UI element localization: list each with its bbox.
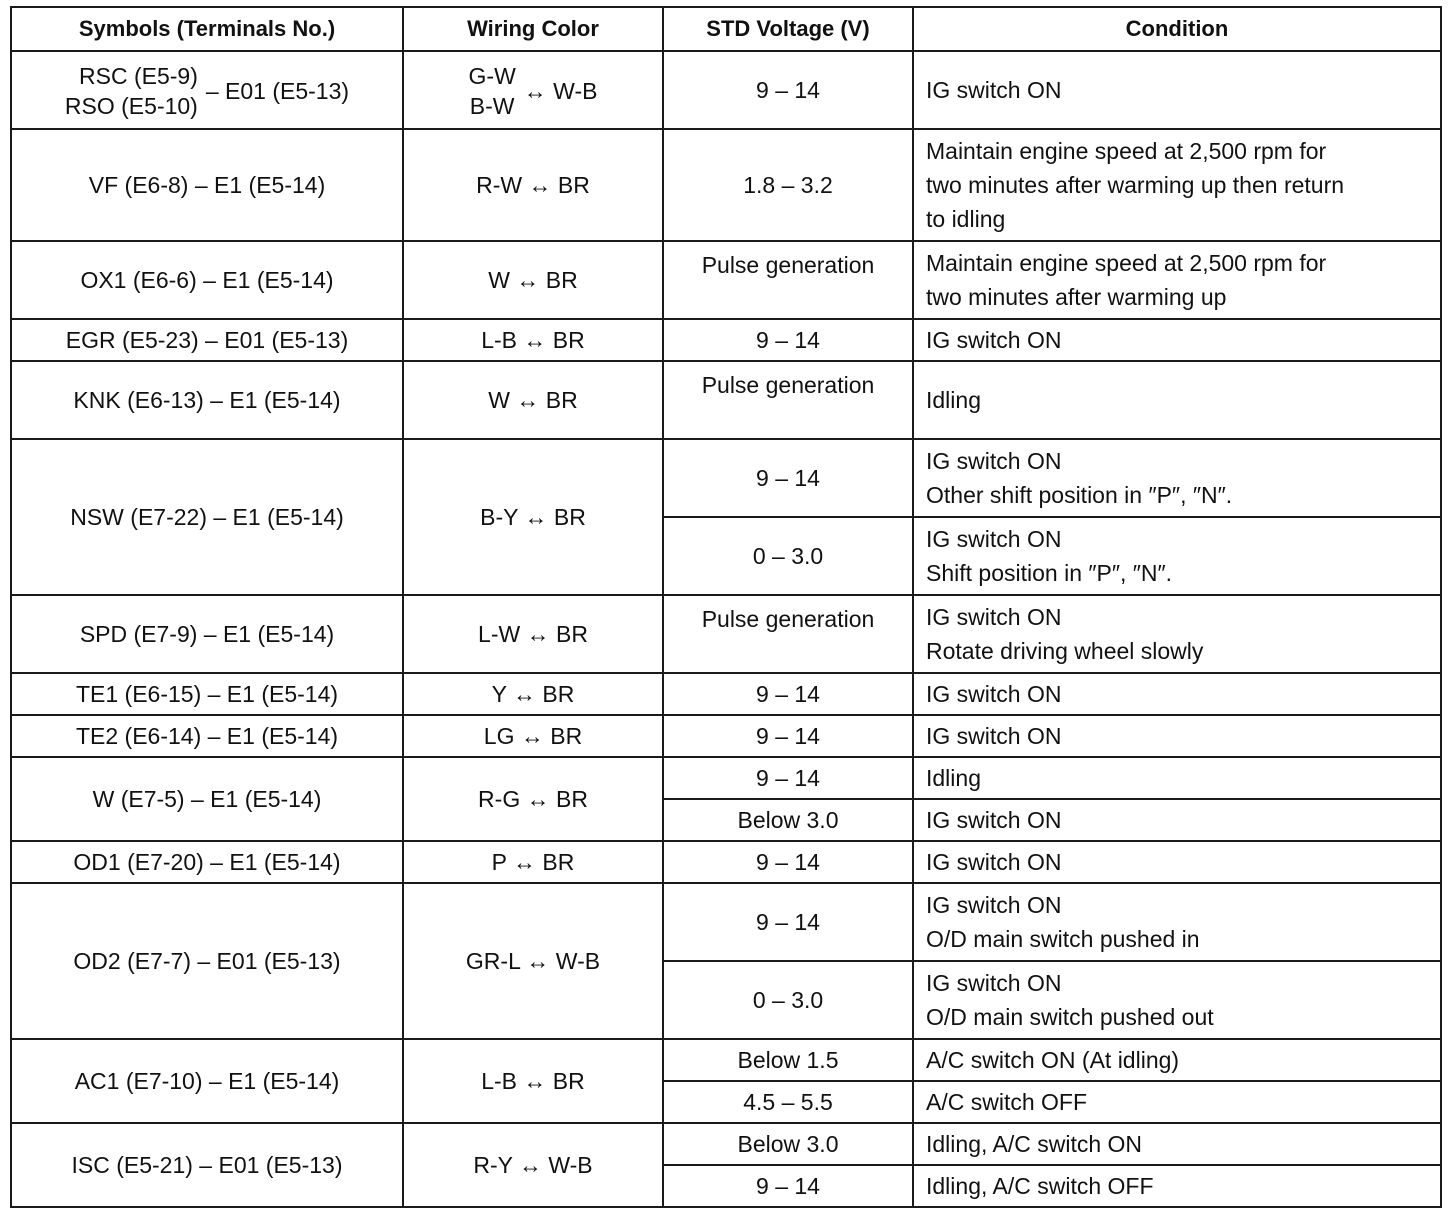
voltage-cell: Pulse generation	[663, 241, 913, 319]
symbol-cell: AC1 (E7-10) – E1 (E5-14)	[11, 1039, 403, 1123]
voltage-cell: 4.5 – 5.5	[663, 1081, 913, 1123]
wire-suffix: ↔ W-B	[523, 78, 598, 104]
symbol-cell	[11, 51, 403, 129]
table-row-isc	[11, 1123, 1441, 1165]
condition-cell: Idling	[913, 361, 1441, 439]
symbol-cell: TE1 (E6-15) – E1 (E5-14)	[11, 673, 403, 715]
condition-line: Maintain engine speed at 2,500 rpm for	[926, 138, 1327, 164]
condition-cell: IG switch ON	[913, 673, 1441, 715]
condition-cell	[913, 595, 1441, 673]
wiring-cell: P ↔ BR	[403, 841, 663, 883]
table-row-od2	[11, 883, 1441, 961]
symbol-cell: EGR (E5-23) – E01 (E5-13)	[11, 319, 403, 361]
condition-line: IG switch ON	[926, 892, 1062, 918]
voltage-cell: 9 – 14	[663, 715, 913, 757]
voltage-cell: 9 – 14	[663, 673, 913, 715]
condition-cell	[913, 883, 1441, 961]
voltage-cell: 9 – 14	[663, 883, 913, 961]
voltage-cell: 9 – 14	[663, 757, 913, 799]
table-row-rsc	[11, 51, 1441, 129]
condition-cell: Idling, A/C switch ON	[913, 1123, 1441, 1165]
wiring-cell: R-Y ↔ W-B	[403, 1123, 663, 1207]
condition-line: O/D main switch pushed in	[926, 926, 1200, 952]
symbol-cell: SPD (E7-9) – E1 (E5-14)	[11, 595, 403, 673]
table-row-knk	[11, 361, 1441, 439]
table-row-ac1	[11, 1039, 1441, 1081]
wiring-cell: LG ↔ BR	[403, 715, 663, 757]
condition-cell: IG switch ON	[913, 715, 1441, 757]
table-row-spd	[11, 595, 1441, 673]
symbol-cell: W (E7-5) – E1 (E5-14)	[11, 757, 403, 841]
condition-line: Maintain engine speed at 2,500 rpm for	[926, 250, 1327, 276]
wiring-cell: L-B ↔ BR	[403, 319, 663, 361]
voltage-cell: 0 – 3.0	[663, 517, 913, 595]
voltage-cell: 0 – 3.0	[663, 961, 913, 1039]
symbol-cell: OX1 (E6-6) – E1 (E5-14)	[11, 241, 403, 319]
condition-cell: Idling	[913, 757, 1441, 799]
condition-cell: A/C switch ON (At idling)	[913, 1039, 1441, 1081]
wiring-cell: GR-L ↔ W-B	[403, 883, 663, 1039]
terminal-voltage-table-container	[10, 6, 1442, 1208]
header-row	[11, 7, 1441, 51]
condition-cell: Idling, A/C switch OFF	[913, 1165, 1441, 1207]
condition-line: Rotate driving wheel slowly	[926, 638, 1204, 664]
condition-cell: A/C switch OFF	[913, 1081, 1441, 1123]
table-row-od1	[11, 841, 1441, 883]
table-row-w	[11, 757, 1441, 799]
wiring-cell	[403, 51, 663, 129]
table-row-te1	[11, 673, 1441, 715]
wiring-cell: W ↔ BR	[403, 241, 663, 319]
table-row-ox1	[11, 241, 1441, 319]
symbol-cell: OD1 (E7-20) – E1 (E5-14)	[11, 841, 403, 883]
condition-cell: IG switch ON	[913, 799, 1441, 841]
voltage-cell: Pulse generation	[663, 595, 913, 673]
condition-cell	[913, 241, 1441, 319]
symbol-cell: TE2 (E6-14) – E1 (E5-14)	[11, 715, 403, 757]
symbol-cell: KNK (E6-13) – E1 (E5-14)	[11, 361, 403, 439]
voltage-cell: Below 3.0	[663, 1123, 913, 1165]
voltage-cell: 1.8 – 3.2	[663, 129, 913, 241]
voltage-cell: 9 – 14	[663, 439, 913, 517]
header-wiring-color: Wiring Color	[403, 7, 663, 51]
symbol-rsc: RSC (E5-9)	[79, 63, 198, 89]
header-condition: Condition	[913, 7, 1441, 51]
voltage-cell: Below 1.5	[663, 1039, 913, 1081]
wiring-cell: L-W ↔ BR	[403, 595, 663, 673]
condition-line: Shift position in ″P″, ″N″.	[926, 560, 1173, 586]
condition-line: to idling	[926, 206, 1006, 232]
symbol-cell: OD2 (E7-7) – E01 (E5-13)	[11, 883, 403, 1039]
table-row-vf	[11, 129, 1441, 241]
condition-line: IG switch ON	[926, 970, 1062, 996]
wiring-cell: R-G ↔ BR	[403, 757, 663, 841]
condition-line: IG switch ON	[926, 604, 1062, 630]
symbol-cell: VF (E6-8) – E1 (E5-14)	[11, 129, 403, 241]
condition-line: two minutes after warming up	[926, 284, 1227, 310]
symbol-suffix: – E01 (E5-13)	[205, 78, 350, 104]
wire-b-w: B-W	[469, 93, 515, 119]
table-row-te2	[11, 715, 1441, 757]
condition-line: O/D main switch pushed out	[926, 1004, 1214, 1030]
condition-line: IG switch ON	[926, 448, 1062, 474]
table-row-egr	[11, 319, 1441, 361]
wiring-cell: B-Y ↔ BR	[403, 439, 663, 595]
header-symbols: Symbols (Terminals No.)	[11, 7, 403, 51]
voltage-cell: Pulse generation	[663, 361, 913, 439]
wire-g-w: G-W	[468, 63, 516, 89]
voltage-cell: 9 – 14	[663, 319, 913, 361]
condition-cell	[913, 129, 1441, 241]
condition-line: IG switch ON	[926, 526, 1062, 552]
condition-cell	[913, 517, 1441, 595]
wiring-cell: Y ↔ BR	[403, 673, 663, 715]
symbol-cell: NSW (E7-22) – E1 (E5-14)	[11, 439, 403, 595]
symbol-cell: ISC (E5-21) – E01 (E5-13)	[11, 1123, 403, 1207]
condition-line: Other shift position in ″P″, ″N″.	[926, 482, 1233, 508]
voltage-cell: 9 – 14	[663, 51, 913, 129]
condition-cell	[913, 439, 1441, 517]
header-std-voltage: STD Voltage (V)	[663, 7, 913, 51]
condition-cell	[913, 961, 1441, 1039]
symbol-rso: RSO (E5-10)	[64, 93, 198, 119]
table-row-nsw	[11, 439, 1441, 517]
voltage-cell: Below 3.0	[663, 799, 913, 841]
condition-cell: IG switch ON	[913, 841, 1441, 883]
condition-cell: IG switch ON	[913, 319, 1441, 361]
condition-cell: IG switch ON	[913, 51, 1441, 129]
voltage-cell: 9 – 14	[663, 1165, 913, 1207]
terminal-voltage-table	[10, 6, 1442, 1208]
wiring-cell: L-B ↔ BR	[403, 1039, 663, 1123]
condition-line: two minutes after warming up then return	[926, 172, 1345, 198]
wiring-cell: W ↔ BR	[403, 361, 663, 439]
wiring-cell: R-W ↔ BR	[403, 129, 663, 241]
voltage-cell: 9 – 14	[663, 841, 913, 883]
